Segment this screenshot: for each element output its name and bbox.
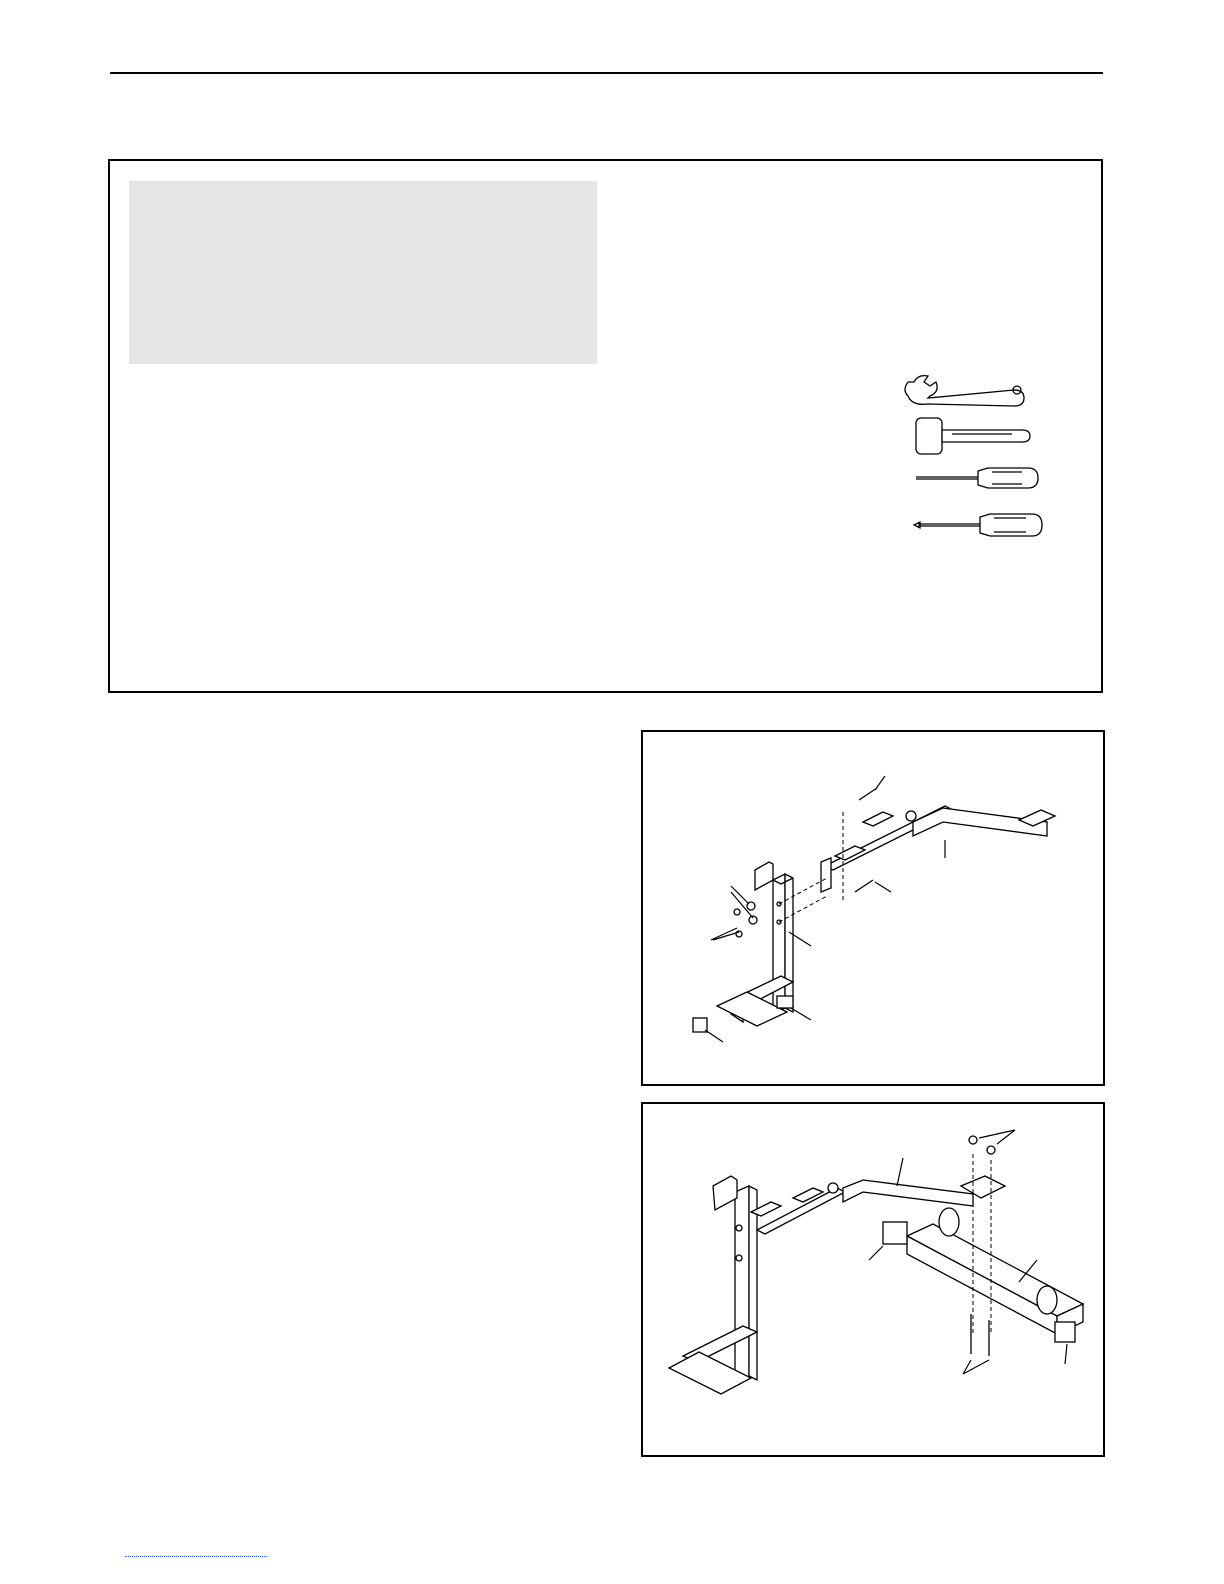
upright-frame bbox=[669, 1176, 757, 1394]
end-cap bbox=[883, 1222, 907, 1244]
assembly-figure-2 bbox=[641, 1102, 1105, 1457]
crossbar-frame bbox=[821, 806, 1055, 892]
rubber-mallet-icon bbox=[916, 418, 1030, 454]
end-cap bbox=[693, 1018, 707, 1032]
footer-link-underline[interactable] bbox=[125, 1556, 267, 1558]
phillips-screwdriver-icon bbox=[914, 514, 1042, 536]
crossbar-frame bbox=[751, 1176, 1005, 1234]
flat-screwdriver-icon bbox=[916, 468, 1038, 488]
note-panel bbox=[129, 181, 597, 364]
end-cap bbox=[777, 996, 793, 1008]
base-frame bbox=[883, 1208, 1083, 1342]
adjustable-wrench-icon bbox=[905, 376, 1024, 406]
end-cap bbox=[1055, 1322, 1075, 1342]
assembly-figure-1 bbox=[641, 730, 1105, 1086]
header-rule bbox=[110, 72, 1103, 74]
tools-illustration bbox=[900, 368, 1050, 543]
